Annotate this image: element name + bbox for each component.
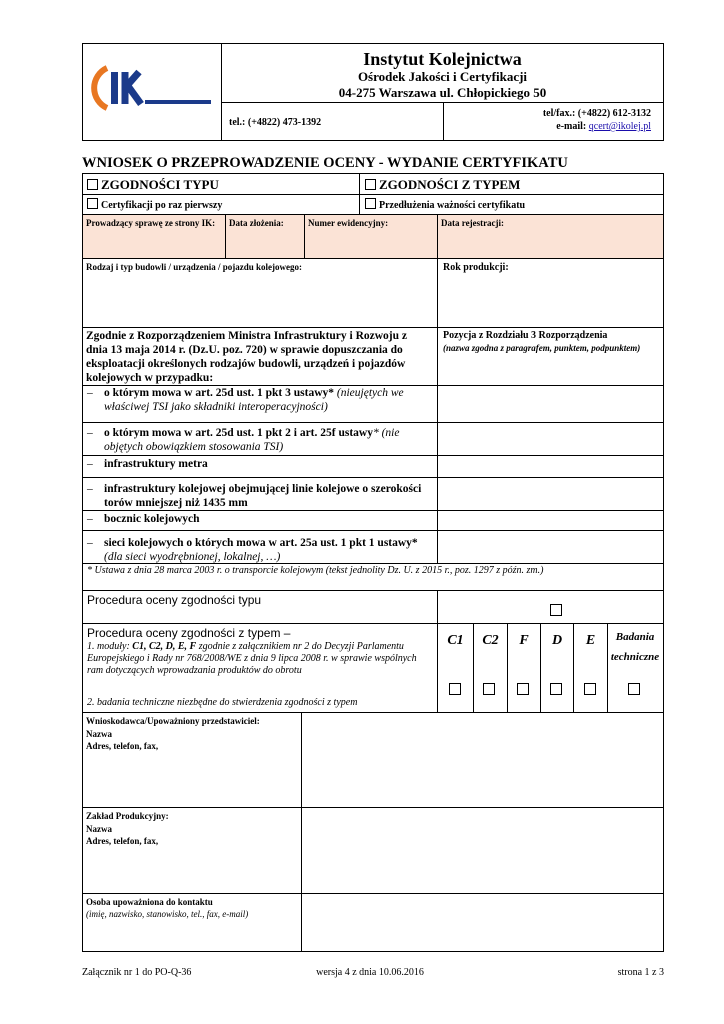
letterhead — [82, 43, 664, 141]
checkbox-module-c2[interactable] — [483, 683, 495, 695]
checkbox-module-f[interactable] — [517, 683, 529, 695]
email-row — [443, 121, 651, 133]
checkbox-extend[interactable] — [365, 198, 376, 209]
production-year-label: Rok produkcji: — [443, 262, 509, 273]
checkbox-module-e[interactable] — [584, 683, 596, 695]
case-4: – infrastruktury kolejowej obejmującej linie kolejowe o szerokości torów mniejszej niż 1435 mm — [87, 483, 422, 509]
option-first-label: Certyfikacji po raz pierwszy — [101, 200, 223, 211]
option-with-type-label: ZGODNOŚCI Z TYPEM — [379, 177, 521, 192]
module-c2: C2 — [482, 633, 499, 648]
procedure-item-1-modules: C1, C2, D, E, F — [132, 641, 197, 652]
case-1-italic: (nieujętych we właściwej TSI jako składniki interoperacyjności) — [104, 387, 404, 413]
module-e: E — [585, 633, 596, 648]
module-d: D — [551, 633, 563, 648]
module-f: F — [519, 633, 529, 648]
procedure-item-1 — [87, 641, 427, 677]
procedure-item-1-text: zgodnie z załącznikiem nr 2 do Decyzji Parlamentu Europejskiego i Rady nr 768/2008/WE z dnia 9 lipca 2008 r. w sprawie wspólnych ram dotyczących wprowadzania produktów do obrotu — [87, 641, 417, 676]
case-6-bold: sieci kolejowych o których mowa w art. 25a ust. 1 pkt 1 ustawy* — [104, 537, 418, 549]
contact-note: (imię, nazwisko, stanowisko, tel., fax, e-mail) — [86, 909, 249, 919]
telfax: tel/fax.: (+4822) 612-3132 — [542, 108, 651, 119]
module-c1: C1 — [447, 633, 464, 648]
case-3: – infrastruktury metra — [87, 458, 208, 470]
center-name: Ośrodek Jakości i Certyfikacji — [357, 69, 528, 84]
case-6-italic: (dla sieci wyodrębnionej, lokalnej, …) — [104, 551, 281, 563]
office-fields — [83, 214, 663, 258]
plant-name: Nazwa — [86, 824, 112, 834]
applicant-address: Adres, telefon, fax, — [86, 741, 159, 751]
main-table — [82, 173, 664, 713]
plant-label: Zakład Produkcyjny: — [86, 811, 169, 821]
checkbox-with-type[interactable] — [365, 179, 376, 190]
checkbox-module-c1[interactable] — [449, 683, 461, 695]
date-filed: Data złożenia: — [229, 218, 284, 228]
position-note: (nazwa zgodna z paragrafem, punktem, podpunktem) — [443, 343, 641, 353]
option-first[interactable] — [87, 198, 222, 212]
checkbox-technical-tests[interactable] — [628, 683, 640, 695]
case-3-bold: infrastruktury metra — [104, 458, 208, 470]
checkbox-type[interactable] — [87, 179, 98, 190]
object-kind-label: Rodzaj i typ budowli / urządzenia / pojazdu kolejowego: — [86, 262, 303, 272]
procedure-type-label: Procedura oceny zgodności typu — [87, 593, 262, 607]
option-type-label: ZGODNOŚCI TYPU — [101, 177, 219, 192]
case-lead: Prowadzący sprawę ze strony IK: — [86, 218, 216, 228]
email-link[interactable]: qcert@ikolej.pl — [588, 121, 651, 132]
footer-page: strona 1 z 3 — [617, 967, 664, 978]
case-6: – sieci kolejowych o których mowa w art. 25a ust. 1 pkt 1 ustawy* (dla sieci wyodrębnionej, lokalnej, …) — [87, 537, 418, 563]
position-title: Pozycja z Rozdziału 3 Rozporządzenia — [443, 330, 608, 341]
technical-tests: Badania techniczne — [610, 631, 660, 663]
case-2: – o którym mowa w art. 25d ust. 1 pkt 2 i art. 25f ustawy* (nie objętych obowiązkiem stosowania TSI) — [87, 427, 400, 453]
case-4-bold: infrastruktury kolejowej obejmującej linie kolejowe o szerokości torów mniejszej niż 1435 mm — [104, 483, 422, 509]
email-label: e-mail: — [556, 121, 587, 132]
contact-label: Osoba upoważniona do kontaktu — [86, 897, 213, 907]
center-address: 04-275 Warszawa ul. Chłopickiego 50 — [338, 85, 547, 100]
option-type[interactable] — [87, 177, 219, 192]
procedure-item-1-prefix: 1. moduły: — [87, 641, 133, 652]
case-2-bold: o którym mowa w art. 25d ust. 1 pkt 2 i art. 25f ustawy — [104, 427, 373, 439]
footnote: * Ustawa z dnia 28 marca 2003 r. o transporcie kolejowym (tekst jednolity Dz. U. z 2015 r., poz. 1297 z późn. zm.) — [87, 565, 544, 576]
option-with-type[interactable] — [365, 177, 520, 192]
footer-annex: Załącznik nr 1 do PO-Q-36 — [82, 967, 192, 978]
option-extend[interactable] — [365, 198, 525, 212]
case-1-bold: o którym mowa w art. 25d ust. 1 pkt 3 ustawy* — [104, 387, 335, 399]
logo — [89, 56, 217, 116]
regulation-text: Zgodnie z Rozporządzeniem Ministra Infrastruktury i Rozwoju z dnia 13 maja 2014 r. (Dz.U. poz. 720) w sprawie dopuszczania do eksploatacji określonych rodzajów budowli, urządzeń i pojazdów kolejowych w przypadku: — [86, 330, 408, 384]
procedure-item-2: 2. badania techniczne niezbędne do stwierdzenia zgodności z typem — [87, 697, 358, 708]
applicant-name: Nazwa — [86, 729, 112, 739]
case-5: – bocznic kolejowych — [87, 513, 200, 525]
plant-address: Adres, telefon, fax, — [86, 836, 159, 846]
phone: tel.: (+4822) 473-1392 — [229, 117, 322, 128]
registration-date: Data rejestracji: — [441, 218, 505, 228]
footer-version: wersja 4 z dnia 10.06.2016 — [316, 967, 424, 978]
procedure-with-type-label: Procedura oceny zgodności z typem – — [87, 626, 291, 640]
form-title: WNIOSEK O PRZEPROWADZENIE OCENY - WYDANIE CERTYFIKATU — [82, 155, 568, 171]
checkbox-procedure-type[interactable] — [550, 604, 562, 616]
case-5-bold: bocznic kolejowych — [104, 513, 200, 525]
ik-logo-icon — [89, 56, 217, 116]
record-number: Numer ewidencyjny: — [308, 218, 389, 228]
option-extend-label: Przedłużenia ważności certyfikatu — [379, 200, 526, 211]
checkbox-first[interactable] — [87, 198, 98, 209]
case-2-italic: * (nie objętych obowiązkiem stosowania TSI) — [104, 427, 400, 453]
checkbox-module-d[interactable] — [550, 683, 562, 695]
parties-table — [82, 712, 664, 952]
applicant-label: Wnioskodawca/Upoważniony przedstawiciel: — [86, 716, 260, 726]
institute-name: Instytut Kolejnictwa — [363, 49, 522, 69]
case-1: – o którym mowa w art. 25d ust. 1 pkt 3 ustawy* (nieujętych we właściwej TSI jako składniki interoperacyjności) — [87, 387, 404, 413]
